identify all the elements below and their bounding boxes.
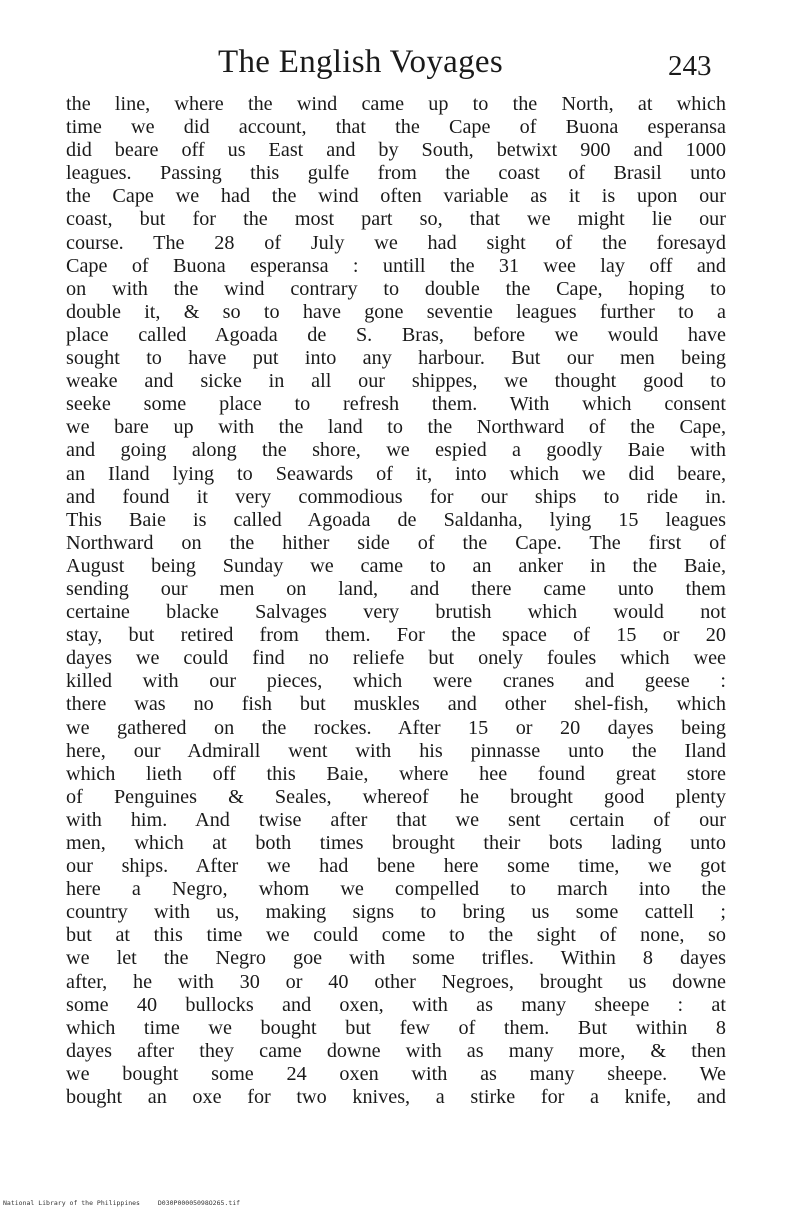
- text-line: course. The 28 of July we had sight of the foresayd: [66, 231, 726, 254]
- scan-footer: [3, 1199, 254, 1207]
- text-line: there was no fish but muskles and other shel-fish, which: [66, 693, 726, 716]
- text-line: dayes we could find no reliefe but onely foules which wee: [66, 647, 726, 670]
- text-line: weake and sicke in all our shippes, we thought good to: [66, 370, 726, 393]
- text-line: we bare up with the land to the Northward of the Cape,: [66, 416, 726, 439]
- text-line: and going along the shore, we espied a goodly Baie with: [66, 439, 726, 462]
- text-line: country with us, making signs to bring us some cattell ;: [66, 901, 726, 924]
- text-line: we gathered on the rockes. After 15 or 20 dayes being: [66, 716, 726, 739]
- text-line: sending our men on land, and there came unto them: [66, 577, 726, 600]
- text-line: which lieth off this Baie, where hee found great store: [66, 762, 726, 785]
- file-id: D030P00005098O265.tif: [157, 1199, 241, 1207]
- text-line: coast, but for the most part so, that we might lie our: [66, 208, 726, 231]
- text-line: after, he with 30 or 40 other Negroes, brought us downe: [66, 970, 726, 993]
- text-line: stay, but retired from them. For the space of 15 or 20: [66, 624, 726, 647]
- text-line: seeke some place to refresh them. With which consent: [66, 393, 726, 416]
- text-line: Northward on the hither side of the Cape. The first of: [66, 531, 726, 554]
- text-line: certaine blacke Salvages very brutish which would not: [66, 601, 726, 624]
- text-line: our ships. After we had bene here some time, we got: [66, 855, 726, 878]
- text-line: leagues. Passing this gulfe from the coast of Brasil unto: [66, 162, 726, 185]
- text-line: we let the Negro goe with some trifles. Within 8 dayes: [66, 947, 726, 970]
- text-line: on with the wind contrary to double the Cape, hoping to: [66, 277, 726, 300]
- text-line: sought to have put into any harbour. But our men being: [66, 347, 726, 370]
- text-line: here, our Admirall went with his pinnasse unto the Iland: [66, 739, 726, 762]
- text-line: we bought some 24 oxen with as many sheepe. We: [66, 1062, 726, 1085]
- text-line: August being Sunday we came to an anker in the Baie,: [66, 554, 726, 577]
- text-line: time we did account, that the Cape of Buona esperansa: [66, 116, 726, 139]
- text-line: place called Agoada de S. Bras, before we would have: [66, 323, 726, 346]
- text-line: men, which at both times brought their bots lading unto: [66, 832, 726, 854]
- text-line: here a Negro, whom we compelled to march into the: [66, 878, 726, 901]
- running-title: The English Voyages: [218, 44, 503, 80]
- text-line: This Baie is called Agoada de Saldanha, lying 15 leagues: [66, 508, 726, 531]
- text-line: the Cape we had the wind often variable as it is upon our: [66, 185, 726, 208]
- text-line: the line, where the wind came up to the North, at which: [66, 93, 726, 115]
- text-line: but at this time we could come to the sight of none, so: [66, 924, 726, 947]
- text-line: dayes after they came downe with as many more, & then: [66, 1039, 726, 1062]
- text-line: an Iland lying to Seawards of it, into which we did beare,: [66, 462, 726, 485]
- text-line: with him. And twise after that we sent certain of our: [66, 808, 726, 831]
- text-line: bought an oxe for two knives, a stirke for a knife, and: [66, 1086, 726, 1109]
- text-line: double it, & so to have gone seventie leagues further to a: [66, 300, 726, 323]
- page-number: 243: [668, 50, 712, 82]
- library-credit: National Library of the Philippines: [3, 1199, 140, 1207]
- body-text: [66, 93, 726, 1109]
- text-line: of Penguines & Seales, whereof he brought good plenty: [66, 785, 726, 808]
- text-line: which time we bought but few of them. But within 8: [66, 1016, 726, 1039]
- text-line: and found it very commodious for our ships to ride in.: [66, 485, 726, 508]
- text-line: some 40 bullocks and oxen, with as many sheepe : at: [66, 993, 726, 1016]
- text-line: Cape of Buona esperansa : untill the 31 wee lay off and: [66, 254, 726, 277]
- text-line: did beare off us East and by South, betwixt 900 and 1000: [66, 139, 726, 162]
- text-line: killed with our pieces, which were cranes and geese :: [66, 670, 726, 693]
